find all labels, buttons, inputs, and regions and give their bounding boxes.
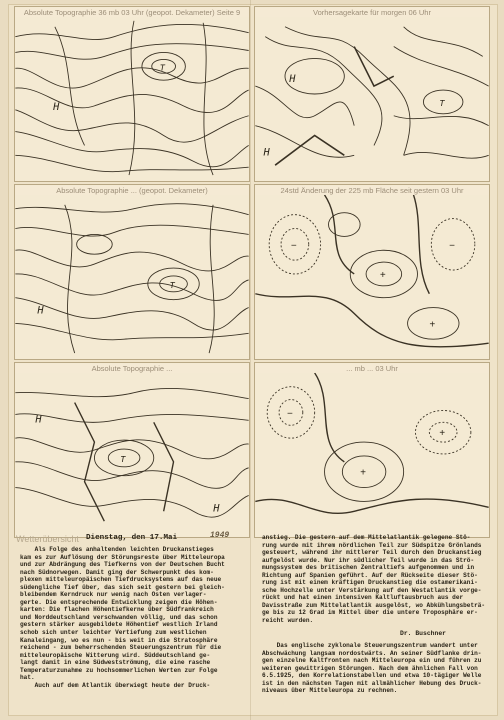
high-pressure-label: H: [213, 503, 220, 516]
svg-text:+: +: [379, 269, 386, 281]
contour-map: [15, 363, 249, 537]
map-caption: ... mb ... 03 Uhr: [255, 364, 489, 373]
date-text: Dienstag, den 17.Mai: [86, 534, 178, 542]
author-signature: Dr. Buschner: [400, 630, 447, 637]
map-grid: [14, 6, 490, 538]
article-right-column: anstieg. Die gestern auf dem Mittelatlantik gelegene Stö- rung wurde mit ihrem nördlichen Teil zur Südspitze Grönlands gesteuert, während ihr mittlerer Teil durch den Druckanstieg aufgelöst wurde. Nur ihr südlicher Teil wurde in das Strö- mungssystem des britischen Zentraltiefs aufgenommen und in Richtung auf Spanien geführt. Auf der Rückseite dieser Stö- rung ist mit einem kräftigen Druckanstieg die ostamerikani- sche Hochzelle unter Verstärkung auf den Westatlantik vorge- rückt und hat einen intensiven Kaltluftausbruch aus der Davisstraße zum Mittelatlantik ausgelöst, wo Abkühlungsbeträ- ge bis zu 12 Grad im Mittel über die untere Troposphäre er- reicht wurden.: [262, 534, 486, 625]
year-text: 1949: [210, 531, 230, 540]
contour-map: [15, 7, 249, 181]
map-caption: Absolute Topographie 36 mb 03 Uhr (geopot. Dekameter) Seite 9: [15, 8, 249, 17]
map-caption: 24std Änderung der 225 mb Fläche seit gestern 03 Uhr: [255, 186, 489, 195]
map-caption: Absolute Topographie ... (geopot. Dekameter): [15, 186, 249, 195]
map-top-right: [254, 6, 490, 182]
svg-text:+: +: [429, 319, 436, 331]
high-pressure-label: H: [35, 414, 42, 427]
contour-map: [15, 185, 249, 359]
high-pressure-label: H: [263, 147, 270, 160]
map-bottom-left: [14, 362, 250, 538]
svg-text:−: −: [449, 240, 456, 252]
weather-overview-stamp: Wetterübersicht: [16, 534, 79, 544]
contour-map: [255, 7, 489, 181]
map-bottom-right: [254, 362, 490, 538]
high-pressure-label: H: [288, 74, 296, 87]
svg-text:−: −: [290, 240, 297, 252]
high-pressure-label: H: [52, 101, 60, 114]
article-forecast-paragraph: Das englische zyklonale Steuerungszentrum wandert unter Abschwächung langsam nordostwärts. An seiner Südflanke drin- gen einzelne Kaltfronten nach Mitteleuropa ein und führen zu weiteren gewittrigen Störungen. Nach dem ähnlichen Fall von 6.5.1925, den Korrelationstabellen und etwa 10-tägiger Welle ist in den nächsten Tagen mit allmählicher Hebung des Druck- niveaus über Mitteleuropa zu rechnen.: [262, 642, 482, 695]
low-pressure-label: T: [439, 98, 445, 109]
contour-map: [255, 363, 489, 537]
low-pressure-label: T: [159, 63, 166, 74]
contour-map: [255, 185, 489, 359]
map-top-left: [14, 6, 250, 182]
low-pressure-label: T: [120, 454, 126, 465]
date-line: [86, 531, 230, 542]
low-pressure-label: T: [169, 280, 175, 291]
map-caption: Vorhersagekarte für morgen 06 Uhr: [255, 8, 489, 17]
map-caption: Absolute Topographie ...: [15, 364, 249, 373]
map-mid-left: [14, 184, 250, 360]
svg-text:+: +: [439, 428, 446, 440]
map-mid-right: [254, 184, 490, 360]
svg-text:−: −: [286, 408, 293, 420]
svg-text:+: +: [360, 467, 367, 479]
high-pressure-label: H: [37, 305, 44, 318]
article-left-column: Als Folge des anhaltenden leichten Druckanstieges kam es zur Auflösung der Störungsreste über Mitteleuropa und zur Abdrängung des Tiefkerns von der Deutschen Bucht nach Südnorwegen. Damit ging der Schwerpunkt des kom- plexen mitteleuropäischen Tiefdrucksystems auf das neue südengliche Tief über, das sich seit gestern bei gleich- bleibendem Kerndruck nur wenig nach Osten verlager- gerte. Die entsprechende Entwicklung zeigen die Höhen- karten: Die flachen Höhentiefkerne über Südfrankreich und Norddeutschland verschwanden völlig, und das schon gestern stärker ausgebildete Höhentief westlich Irland schob sich unter leichter Vertiefung zum westlichen Kanaleingang, wo es nun - bis weit in die Stratosphäre reichend - zum beherrschenden Steuerungszentrum für die mitteleuropäische Witterung wird. Süddeutschland ge- langt damit in eine Südwestströmung, die eine rasche Temperaturzunahme zu hochsommerlichen Werten zur Folge hat. Auch auf dem Atlantik überwiegt heute der Druck-: [20, 546, 225, 689]
